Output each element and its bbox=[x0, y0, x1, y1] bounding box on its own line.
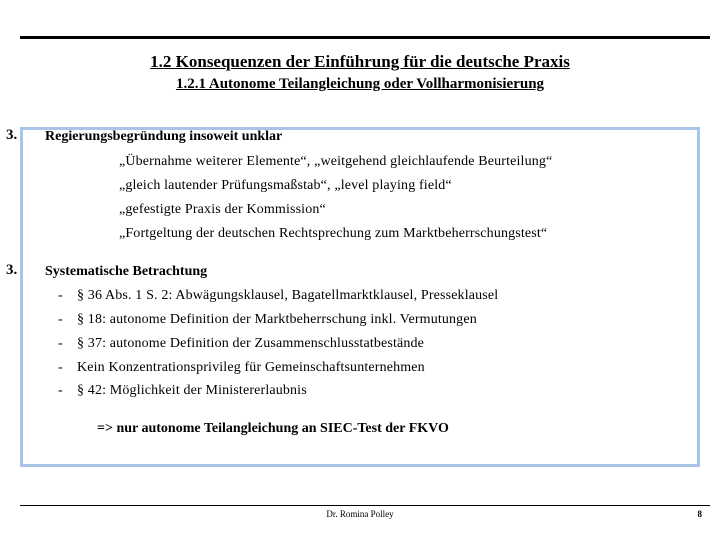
quote-line-2: „gleich lautender Prüfungsmaßstab“, „level playing field“ bbox=[119, 178, 452, 193]
list-bullet: - bbox=[58, 288, 63, 303]
list-item: § 18: autonome Definition der Marktbeherrschung inkl. Vermutungen bbox=[77, 312, 477, 327]
quote-line-4: „Fortgeltung der deutschen Rechtsprechung zum Marktbeherrschungstest“ bbox=[119, 226, 548, 241]
quote-line-3: „gefestigte Praxis der Kommission“ bbox=[119, 202, 326, 217]
list-item: § 42: Möglichkeit der Ministererlaubnis bbox=[77, 383, 307, 398]
list-bullet: - bbox=[58, 360, 63, 375]
page-subtitle: 1.2.1 Autonome Teilangleichung oder Vollharmonisierung bbox=[175, 76, 545, 92]
list-bullet: - bbox=[58, 383, 63, 398]
list-bullet: - bbox=[58, 312, 63, 327]
list-bullet: - bbox=[58, 336, 63, 351]
top-rule bbox=[20, 36, 710, 39]
bottom-rule bbox=[20, 505, 710, 506]
list-item: Kein Konzentrationsprivileg für Gemeinschaftsunternehmen bbox=[77, 360, 425, 375]
quote-line-1: „Übernahme weiterer Elemente“, „weitgehend gleichlaufende Beurteilung“ bbox=[119, 154, 553, 169]
page-number: 8 bbox=[697, 509, 702, 519]
list-item: § 36 Abs. 1 S. 2: Abwägungsklausel, Bagatellmarktklausel, Presseklausel bbox=[77, 288, 499, 303]
section-1-heading: Regierungsbegründung insoweit unklar bbox=[45, 129, 283, 144]
page-title: 1.2 Konsequenzen der Einführung für die deutsche Praxis bbox=[150, 52, 570, 71]
conclusion-text: => nur autonome Teilangleichung an SIEC-Test der FKVO bbox=[97, 421, 449, 436]
section-2-heading: Systematische Betrachtung bbox=[45, 264, 208, 279]
section-2-number: 3. bbox=[6, 262, 18, 278]
footer-author: Dr. Romina Polley bbox=[326, 509, 394, 519]
list-item: § 37: autonome Definition der Zusammenschlusstatbestände bbox=[77, 336, 425, 351]
section-1-number: 3. bbox=[6, 127, 18, 143]
